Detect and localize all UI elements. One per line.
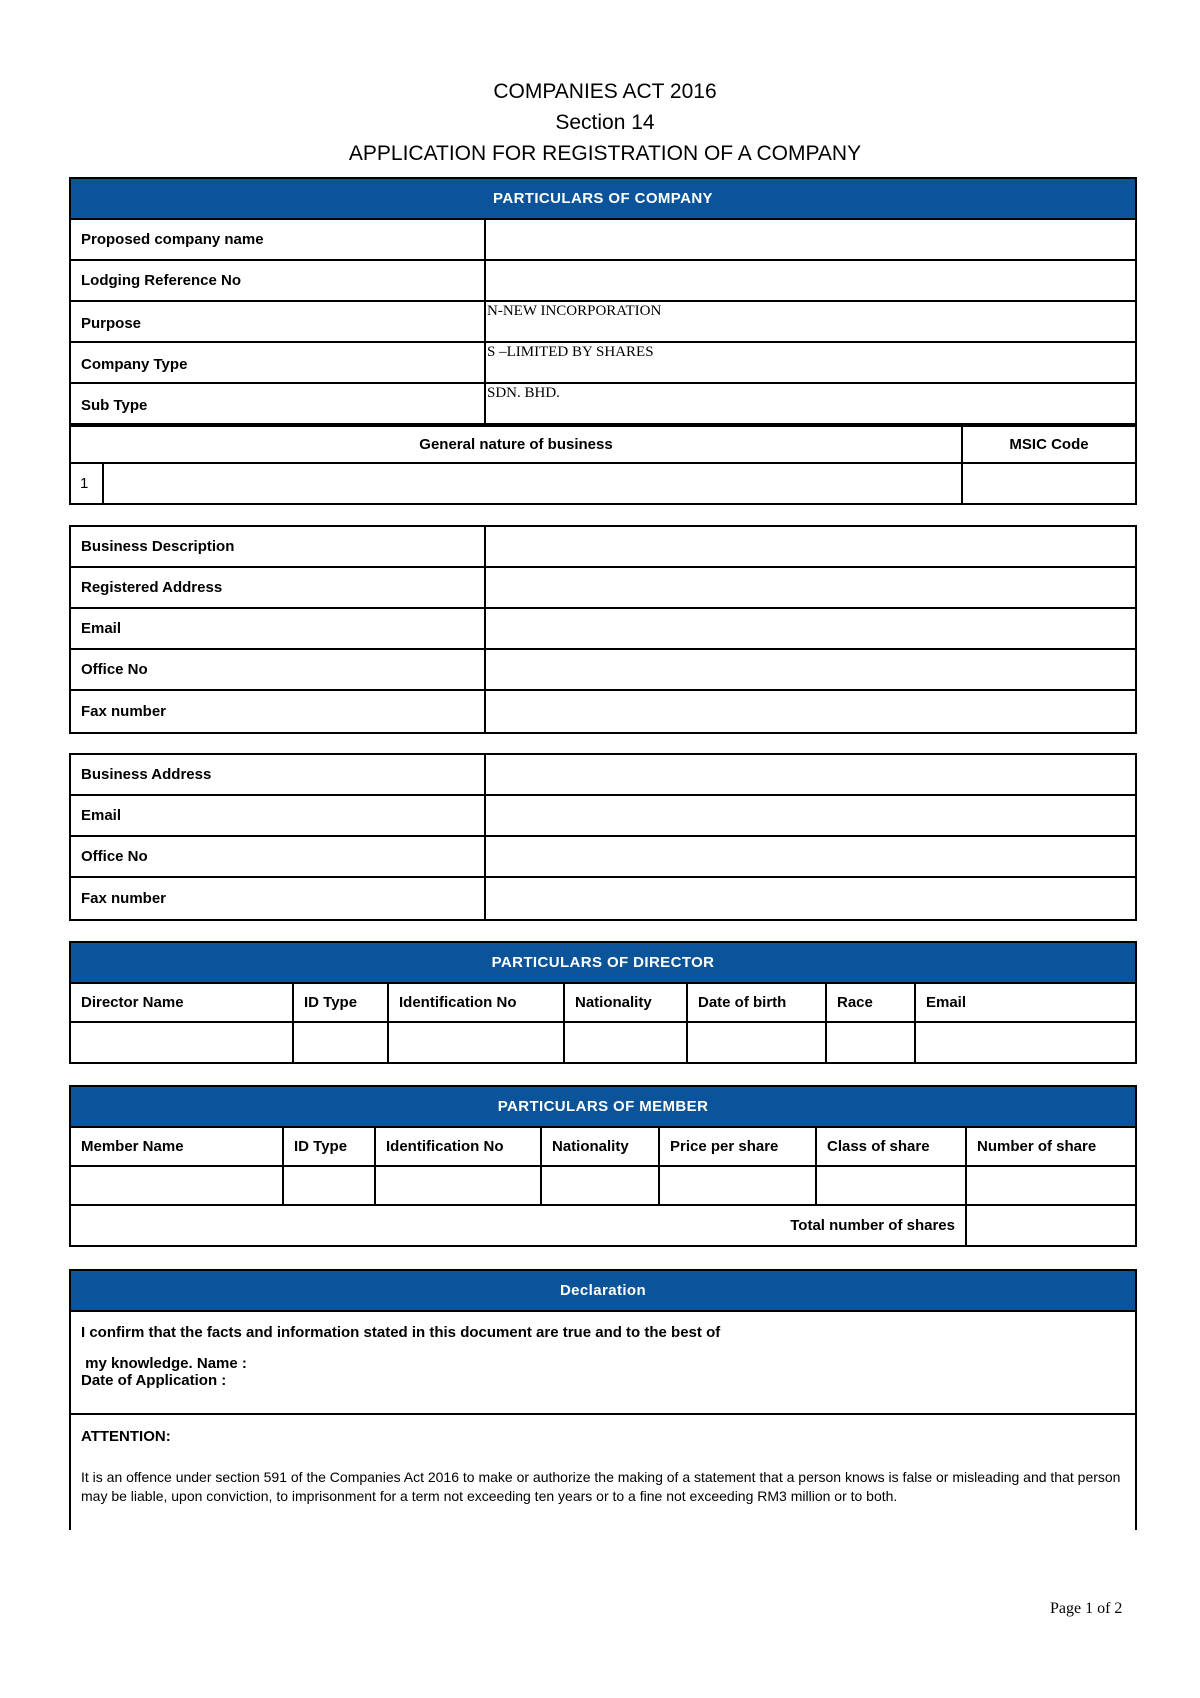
field-label: Company Type: [71, 343, 486, 382]
msic-code-field[interactable]: [963, 464, 1135, 503]
registered-section: [69, 525, 1137, 734]
act-title: COMPANIES ACT 2016: [493, 80, 717, 103]
business-office-field[interactable]: [486, 837, 1135, 876]
column-header: Class of share: [817, 1128, 967, 1165]
declaration-statement: [71, 1312, 1135, 1415]
registered-fax-field[interactable]: [486, 691, 1135, 732]
field-label: Business Address: [71, 755, 486, 794]
company-banner: PARTICULARS OF COMPANY: [71, 179, 1135, 220]
column-header: Date of birth: [688, 984, 827, 1021]
director-id-type-field[interactable]: [294, 1023, 389, 1062]
director-race-field[interactable]: [827, 1023, 916, 1062]
declaration-date-line: Date of Application :: [81, 1372, 227, 1389]
business-address-section: [69, 753, 1137, 921]
field-label: Business Description: [71, 527, 486, 566]
company-row: [71, 302, 1135, 343]
director-dob-field[interactable]: [688, 1023, 827, 1062]
field-label: Registered Address: [71, 568, 486, 607]
column-header: Email: [926, 994, 967, 1011]
msic-header: MSIC Code: [1009, 436, 1089, 453]
member-shares-field[interactable]: [967, 1167, 1135, 1204]
field-label: Fax number: [71, 691, 486, 732]
declaration-banner: Declaration: [71, 1271, 1135, 1312]
column-header: Nationality: [542, 1128, 660, 1165]
business-email-field[interactable]: [486, 796, 1135, 835]
director-header-row: [71, 984, 1135, 1023]
total-shares-field[interactable]: [967, 1206, 1135, 1245]
registered-address-field[interactable]: [486, 568, 1135, 607]
company-row: [71, 220, 1135, 261]
field-label: Email: [71, 609, 486, 648]
column-header: Price per share: [660, 1128, 817, 1165]
member-total-row: [71, 1206, 1135, 1245]
director-entry-row: [71, 1023, 1135, 1062]
field-label: Email: [71, 796, 486, 835]
column-header: Number of share: [977, 1138, 1097, 1155]
column-header: Director Name: [71, 984, 294, 1021]
proposed-name-field[interactable]: [486, 220, 1135, 259]
business-address-row: [71, 878, 1135, 919]
column-header: ID Type: [284, 1128, 376, 1165]
declaration-section: [69, 1269, 1137, 1530]
member-price-field[interactable]: [660, 1167, 817, 1204]
business-header-row: [71, 425, 1135, 464]
director-email-field[interactable]: [916, 1023, 1135, 1062]
business-row: [71, 464, 1135, 503]
attention-text: It is an offence under section 591 of the Companies Act 2016 to make or authorize the making of a statement that a person knows is false or misleading and that person may be liable, upon conviction, to imprisonment for a term not exceeding ten years or to a fine not exceeding RM3 million or to both.: [81, 1469, 1121, 1504]
director-id-no-field[interactable]: [389, 1023, 565, 1062]
registered-row: [71, 650, 1135, 691]
business-address-row: [71, 796, 1135, 837]
section-title: Section 14: [555, 111, 655, 134]
business-row-number: 1: [71, 464, 104, 503]
business-fax-field[interactable]: [486, 878, 1135, 919]
member-header-row: [71, 1128, 1135, 1167]
registered-row: [71, 568, 1135, 609]
member-nationality-field[interactable]: [542, 1167, 660, 1204]
company-type-field[interactable]: S –LIMITED BY SHARES: [487, 344, 654, 360]
page-number: Page 1 of 2: [1050, 1600, 1123, 1617]
column-header: Race: [827, 984, 916, 1021]
attention-title: ATTENTION:: [81, 1428, 171, 1445]
director-nationality-field[interactable]: [565, 1023, 688, 1062]
director-name-field[interactable]: [71, 1023, 294, 1062]
declaration-name-line: my knowledge. Name :: [81, 1355, 247, 1372]
director-banner: PARTICULARS OF DIRECTOR: [71, 943, 1135, 984]
registered-row: [71, 527, 1135, 568]
sub-type-field[interactable]: SDN. BHD.: [487, 385, 560, 401]
member-banner: PARTICULARS OF MEMBER: [71, 1087, 1135, 1128]
column-header: Member Name: [71, 1128, 284, 1165]
company-section: [69, 177, 1137, 505]
business-address-field[interactable]: [486, 755, 1135, 794]
member-class-field[interactable]: [817, 1167, 967, 1204]
company-row: [71, 384, 1135, 425]
field-label: Fax number: [71, 878, 486, 919]
registered-email-field[interactable]: [486, 609, 1135, 648]
company-row: [71, 343, 1135, 384]
registered-office-field[interactable]: [486, 650, 1135, 689]
company-row: [71, 261, 1135, 302]
column-header: ID Type: [294, 984, 389, 1021]
field-label: Lodging Reference No: [71, 261, 486, 300]
director-section: [69, 941, 1137, 1064]
member-section: [69, 1085, 1137, 1247]
purpose-field[interactable]: N-NEW INCORPORATION: [487, 303, 662, 319]
field-label: Sub Type: [71, 384, 486, 423]
column-header: Nationality: [565, 984, 688, 1021]
member-name-field[interactable]: [71, 1167, 284, 1204]
business-address-row: [71, 755, 1135, 796]
column-header: Identification No: [376, 1128, 542, 1165]
total-shares-label: Total number of shares: [71, 1206, 967, 1245]
member-entry-row: [71, 1167, 1135, 1206]
field-label: Office No: [71, 650, 486, 689]
member-id-no-field[interactable]: [376, 1167, 542, 1204]
business-description-field[interactable]: [486, 527, 1135, 566]
member-id-type-field[interactable]: [284, 1167, 376, 1204]
document-header: [0, 76, 1200, 169]
business-address-row: [71, 837, 1135, 878]
field-label: Purpose: [71, 302, 486, 341]
field-label: Proposed company name: [71, 220, 486, 259]
business-nature-header: General nature of business: [71, 427, 963, 462]
registered-row: [71, 691, 1135, 732]
registered-row: [71, 609, 1135, 650]
field-label: Office No: [71, 837, 486, 876]
form-title: APPLICATION FOR REGISTRATION OF A COMPANY: [348, 142, 862, 165]
declaration-line-1: I confirm that the facts and information stated in this document are true and to the best of: [81, 1324, 721, 1341]
lodging-ref-field[interactable]: [486, 261, 1135, 300]
attention-box: [71, 1415, 1135, 1506]
business-nature-field[interactable]: [104, 464, 963, 503]
column-header: Identification No: [389, 984, 565, 1021]
